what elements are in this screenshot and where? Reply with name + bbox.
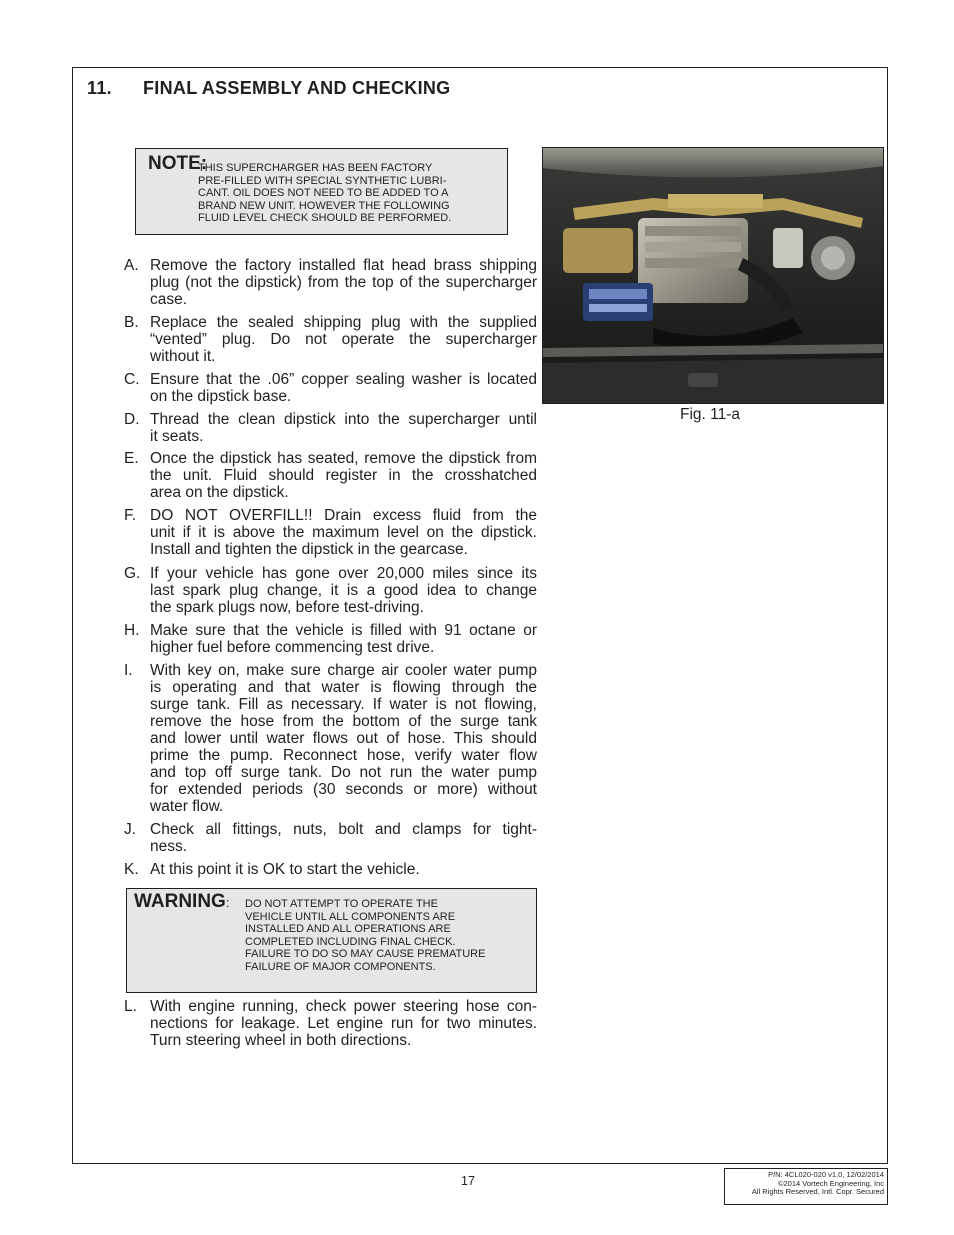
note-text — [198, 162, 498, 225]
step-line: for extended periods (30 seconds or more) without — [150, 781, 537, 798]
step-line: Check all fittings, nuts, bolt and clamps for tight- — [150, 821, 537, 838]
warning-colon: : — [225, 895, 230, 910]
warning-line: VEHICLE UNTIL ALL COMPONENTS ARE — [245, 910, 456, 923]
engine-bay-photo — [542, 147, 884, 404]
warning-line: COMPLETED INCLUDING FINAL CHECK. — [245, 935, 456, 948]
note-line: FLUID LEVEL CHECK SHOULD BE PERFORMED. — [198, 212, 452, 224]
warning-line: FAILURE TO DO SO MAY CAUSE PREMATURE — [245, 948, 486, 960]
step-letter: E. — [124, 450, 139, 467]
warning-line: DO NOT ATTEMPT TO OPERATE THE — [245, 898, 438, 910]
step-line: Once the dipstick has seated, remove the dipstick from — [150, 450, 537, 467]
page-number: 17 — [461, 1174, 475, 1188]
step-line: water flow. — [150, 798, 224, 815]
step-line: plug (not the dipstick) from the top of the supercharger — [150, 274, 537, 291]
copyright-line: ©2014 Vortech Engineering, Inc — [777, 1178, 884, 1188]
step-line: remove the hose from the bottom of the surge tank — [150, 713, 537, 730]
section-number: 11. — [87, 78, 112, 98]
step-line: Thread the clean dipstick into the supercharger until — [150, 411, 537, 428]
step-text — [150, 622, 537, 656]
section-heading — [87, 78, 450, 99]
warning-label: WARNING: — [134, 891, 230, 912]
step-letter: L. — [124, 998, 137, 1015]
step-line: it seats. — [150, 428, 204, 445]
warning-line: INSTALLED AND ALL OPERATIONS ARE — [245, 923, 451, 935]
step-text — [150, 450, 537, 501]
step-letter: F. — [124, 507, 137, 524]
step-line: prime the pump. Reconnect hose, verify water flow — [150, 747, 537, 764]
step-line: With engine running, check power steering hose con- — [150, 998, 537, 1015]
step-letter: K. — [124, 861, 139, 878]
step-line: Replace the sealed shipping plug with the supplied — [150, 314, 537, 331]
step-line: and lower until water flows out of hose. This should — [150, 730, 537, 747]
step-line: ness. — [150, 838, 188, 855]
warning-line: FAILURE OF MAJOR COMPONENTS. — [245, 960, 436, 973]
note-line: PRE-FILLED WITH SPECIAL SYNTHETIC LUBRI- — [198, 174, 447, 187]
step-line: Remove the factory installed flat head brass shipping — [150, 257, 537, 274]
step-letter: C. — [124, 371, 140, 388]
step-text — [150, 507, 537, 558]
step-line: unit if it is above the maximum level on the dipstick. — [150, 524, 537, 541]
step-line: nections for leakage. Let engine run for two minutes. — [150, 1015, 537, 1032]
step-letter: H. — [124, 622, 140, 639]
warning-box — [126, 888, 537, 993]
step-letter: G. — [124, 565, 141, 582]
step-line: Turn steering wheel in both directions. — [150, 1032, 412, 1049]
step-text — [150, 821, 537, 855]
step-text — [150, 662, 537, 815]
step-line: without it. — [150, 348, 216, 365]
step-line: If your vehicle has gone over 20,000 miles since its — [150, 565, 537, 582]
step-letter: I. — [124, 662, 133, 679]
step-text — [150, 371, 537, 405]
step-line: case. — [150, 291, 188, 308]
step-letter: A. — [124, 257, 139, 274]
step-line: the unit. Fluid should register in the crosshatched — [150, 467, 537, 484]
step-text — [150, 861, 537, 878]
part-number-box — [724, 1168, 888, 1205]
step-line: surge tank. Fill as necessary. If water is not flowing, — [150, 696, 537, 713]
note-line: CANT. OIL DOES NOT NEED TO BE ADDED TO A — [198, 187, 449, 199]
part-number-line: P/N: 4CL020-020 v1.0, 12/02/2014 — [768, 1170, 884, 1179]
warning-text — [245, 898, 535, 973]
step-line: the spark plugs now, before test-driving. — [150, 599, 424, 616]
rights-line: All Rights Reserved, Intl. Copr. Secured — [751, 1187, 884, 1196]
step-text — [150, 411, 537, 445]
step-line: With key on, make sure charge air cooler water pump — [150, 662, 537, 679]
step-line: on the dipstick base. — [150, 388, 292, 405]
step-letter: D. — [124, 411, 140, 428]
step-line: and top off surge tank. Do not run the water pump — [150, 764, 537, 781]
step-line: Make sure that the vehicle is filled with 91 octane or — [150, 622, 537, 639]
step-line: “vented” plug. Do not operate the supercharger — [150, 331, 537, 348]
note-line: THIS SUPERCHARGER HAS BEEN FACTORY — [198, 162, 433, 174]
step-line: last spark plug change, it is a good idea to change — [150, 582, 537, 599]
step-line: Ensure that the .06” copper sealing washer is located — [150, 371, 537, 388]
step-text — [150, 565, 537, 616]
step-line: is operating and that water is flowing through the — [150, 679, 537, 696]
step-line: area on the dipstick. — [150, 484, 289, 501]
note-box — [135, 148, 508, 235]
step-text — [150, 257, 537, 308]
step-line: At this point it is OK to start the vehicle. — [150, 861, 420, 878]
engine-bay-illustration — [543, 148, 884, 404]
step-text — [150, 998, 537, 1049]
section-title: FINAL ASSEMBLY AND CHECKING — [143, 78, 451, 98]
step-line: Install and tighten the dipstick in the gearcase. — [150, 541, 468, 558]
step-line: higher fuel before commencing test drive. — [150, 639, 435, 656]
note-line: BRAND NEW UNIT. HOWEVER THE FOLLOWING — [198, 199, 450, 212]
figure-caption: Fig. 11-a — [680, 406, 741, 423]
note-label: NOTE: — [148, 153, 208, 174]
step-letter: B. — [124, 314, 139, 331]
step-letter: J. — [124, 821, 137, 838]
step-line: DO NOT OVERFILL!! Drain excess fluid from the — [150, 507, 537, 524]
step-text — [150, 314, 537, 365]
